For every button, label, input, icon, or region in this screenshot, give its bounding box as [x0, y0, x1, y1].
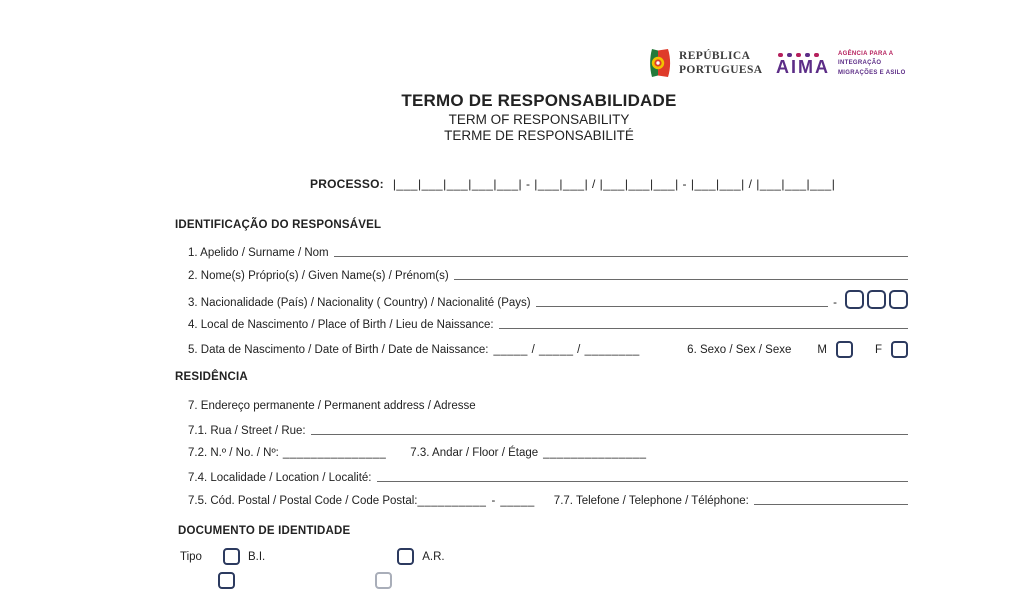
- aima-logo: [776, 50, 906, 78]
- field-nomes-proprios-label: 2. Nome(s) Próprio(s) / Given Name(s) / Prénom(s): [188, 270, 449, 282]
- field-localidade: [188, 471, 908, 484]
- sexo-f-label: F: [874, 343, 882, 356]
- field-tipo-documento: [180, 548, 445, 565]
- field-endereco: [188, 400, 908, 412]
- field-data-nascimento-blanks[interactable]: _____ / _____ / ________: [493, 343, 640, 356]
- field-nacionalidade-label: 3. Nacionalidade (País) / Nacionality ( Country) / Nacionalité (Pays): [188, 297, 531, 309]
- field-localidade-label: 7.4. Localidade / Location / Localité:: [188, 472, 372, 484]
- processo-number-boxes[interactable]: |___|___|___|___|___| - |___|___| / |___|___|___| - |___|___| / |___|___|___|: [392, 177, 836, 191]
- tipo-ar-checkbox[interactable]: [397, 548, 414, 565]
- field-sexo: [687, 341, 908, 358]
- field-nomes-proprios: [188, 269, 908, 282]
- field-data-nascimento-sexo: [188, 341, 908, 358]
- document-title: [170, 91, 908, 143]
- field-apelido-blank-line[interactable]: [334, 246, 908, 257]
- aima-wordmark: [776, 53, 830, 76]
- aima-acronym: AIMA: [776, 57, 830, 78]
- sexo-m-label: M: [817, 343, 827, 356]
- section-heading-documento: DOCUMENTO DE IDENTIDADE: [178, 525, 351, 537]
- field-local-nascimento: [188, 318, 908, 331]
- field-cod-postal-label: 7.5. Cód. Postal / Postal Code / Code Postal:: [188, 495, 418, 507]
- field-apelido: [188, 246, 908, 259]
- gov-logo-line1: REPÚBLICA: [679, 49, 751, 62]
- field-andar-blank[interactable]: _______________: [543, 447, 647, 459]
- tipo-ar-label: A.R.: [422, 550, 445, 563]
- title-portuguese: TERMO DE RESPONSABILIDADE: [401, 91, 677, 110]
- processo-row: [310, 177, 835, 191]
- title-english: TERM OF RESPONSABILITY: [448, 112, 630, 127]
- field-andar-label: 7.3. Andar / Floor / Étage: [410, 447, 539, 459]
- cod-postal-separator: -: [491, 495, 496, 507]
- field-numero-label: 7.2. N.º / No. / Nº:: [188, 447, 279, 459]
- nacionalidade-code-separator: -: [833, 297, 837, 309]
- nationality-code-box-2[interactable]: [867, 290, 886, 309]
- section-heading-residencia: RESIDÊNCIA: [175, 371, 248, 383]
- gov-logo-line2: PORTUGUESA: [679, 64, 763, 76]
- field-nacionalidade-blank-line[interactable]: [536, 296, 829, 307]
- field-cod-postal-blank2[interactable]: _____: [500, 495, 535, 507]
- field-sexo-label: 6. Sexo / Sex / Sexe: [687, 343, 792, 356]
- field-localidade-blank-line[interactable]: [377, 471, 909, 482]
- tipo-next-row-checkbox-1-partial[interactable]: [218, 572, 235, 589]
- field-rua: [188, 424, 908, 437]
- republica-portuguesa-logo: [648, 48, 762, 78]
- field-numero-blank[interactable]: _______________: [282, 447, 387, 459]
- field-rua-blank-line[interactable]: [311, 424, 908, 435]
- field-endereco-label: 7. Endereço permanente / Permanent address / Adresse: [188, 400, 476, 412]
- field-local-nascimento-blank-line[interactable]: [499, 318, 908, 329]
- portugal-flag-emblem-icon: [648, 48, 672, 78]
- field-cod-postal-telefone: [188, 494, 908, 507]
- field-local-nascimento-label: 4. Local de Nascimento / Place of Birth / Lieu de Naissance:: [188, 319, 494, 331]
- processo-label: PROCESSO:: [310, 177, 384, 191]
- title-french: TERME DE RESPONSABILITÉ: [444, 128, 634, 143]
- field-rua-label: 7.1. Rua / Street / Rue:: [188, 425, 306, 437]
- field-numero-andar: [188, 447, 908, 459]
- field-tipo-label: Tipo: [180, 550, 202, 563]
- nationality-code-box-3[interactable]: [889, 290, 908, 309]
- sexo-m-checkbox[interactable]: [836, 341, 853, 358]
- section-heading-identificacao: IDENTIFICAÇÃO DO RESPONSÁVEL: [175, 219, 382, 231]
- nationality-code-box-1[interactable]: [845, 290, 864, 309]
- aima-tagline: AGÊNCIA PARA A INTEGRAÇÃO MIGRAÇÕES E ASILO: [838, 51, 906, 76]
- field-nomes-proprios-blank-line[interactable]: [454, 269, 908, 280]
- tipo-next-row-checkbox-2-partial[interactable]: [375, 572, 392, 589]
- field-apelido-label: 1. Apelido / Surname / Nom: [188, 247, 329, 259]
- tipo-bi-checkbox[interactable]: [223, 548, 240, 565]
- tipo-bi-label: B.I.: [247, 550, 266, 563]
- field-telefone-label: 7.7. Telefone / Telephone / Téléphone:: [553, 495, 749, 507]
- field-nacionalidade: [188, 290, 908, 309]
- sexo-f-checkbox[interactable]: [891, 341, 908, 358]
- field-telefone-blank-line[interactable]: [754, 494, 908, 505]
- field-data-nascimento-label: 5. Data de Nascimento / Date of Birth / Date de Naissance:: [188, 343, 489, 356]
- field-cod-postal-blank1[interactable]: __________: [417, 495, 487, 507]
